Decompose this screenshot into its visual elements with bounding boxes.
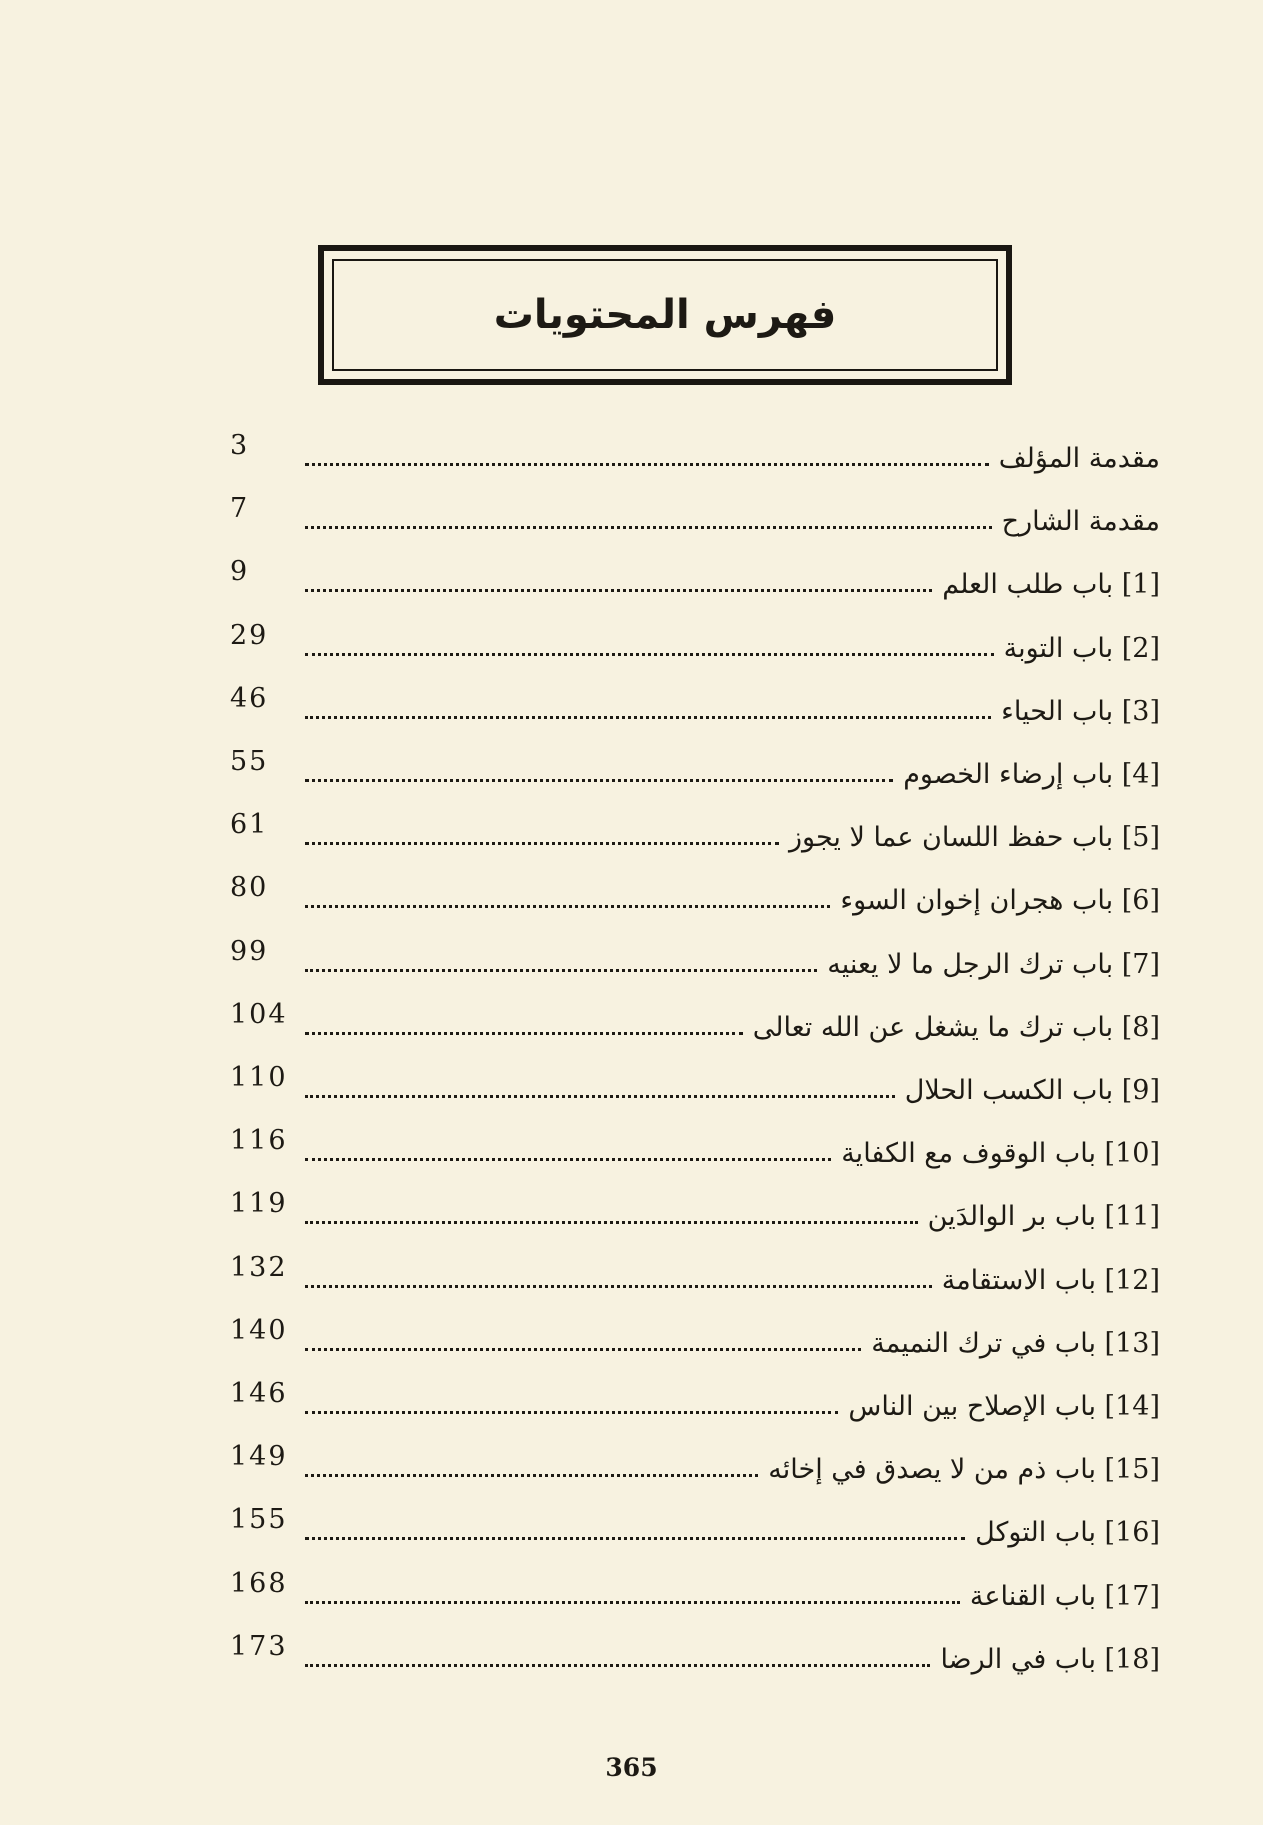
toc-entry-line [305,944,1160,984]
toc-entry [0,1441,1263,1489]
toc-entry-page: 173 [230,1631,288,1662]
toc-entry-title: [18] باب في الرضا [940,1643,1160,1675]
toc-dot-leader [305,1535,965,1540]
toc-dot-leader [305,1599,960,1604]
toc-entry-title: [17] باب القناعة [969,1580,1160,1612]
toc-entry-page: 61 [230,809,269,840]
toc-entry-page: 3 [230,430,250,461]
toc-entry-title: مقدمة الشارح [1001,505,1160,537]
toc-entry-title: [9] باب الكسب الحلال [904,1074,1160,1106]
toc-entry [0,1631,1263,1679]
toc-entry-page: 149 [230,1441,288,1472]
toc-entry-line [305,1070,1160,1110]
toc-entry-page: 104 [230,999,288,1030]
toc-entry-line [305,1639,1160,1679]
toc-entry [0,1252,1263,1300]
toc-entry [0,1188,1263,1236]
toc-dot-leader [305,714,991,719]
toc-entry-line [305,1323,1160,1363]
toc-dot-leader [305,587,932,592]
toc-dot-leader [305,651,994,656]
toc-entry [0,872,1263,920]
toc-entry-page: 110 [230,1062,288,1093]
toc-entry-title: [16] باب التوكل [975,1516,1160,1548]
toc-entry-page: 146 [230,1378,288,1409]
toc-entry [0,1315,1263,1363]
toc-entry-title: [8] باب ترك ما يشغل عن الله تعالى [752,1011,1160,1043]
toc-entry-page: 55 [230,746,269,777]
toc-entry-page: 155 [230,1504,288,1535]
page-title: فهرس المحتويات [493,292,837,338]
toc-entry-page: 80 [230,872,269,903]
toc-entry-line [305,691,1160,731]
toc-entry-title: [5] باب حفظ اللسان عما لا يجوز [789,821,1160,853]
toc-entry-title: [7] باب ترك الرجل ما لا يعنيه [827,948,1160,980]
toc-entry-line [305,817,1160,857]
toc-dot-leader [305,1093,895,1098]
toc-entry-line [305,1576,1160,1616]
toc-entry-title: [12] باب الاستقامة [941,1264,1160,1296]
toc-entry-page: 116 [230,1125,288,1156]
toc-entry-line [305,1449,1160,1489]
toc-entry-page: 9 [230,556,250,587]
toc-entry [0,746,1263,794]
toc-entry-line [305,1512,1160,1552]
toc-dot-leader [305,1156,831,1161]
toc-entry [0,1062,1263,1110]
page-number: 365 [605,1753,658,1782]
toc-dot-leader [305,967,817,972]
toc-entry-line [305,880,1160,920]
toc-entry-line [305,501,1160,541]
toc-entry-title: [11] باب بر الوالدَين [927,1200,1160,1232]
toc-entry-line [305,1196,1160,1236]
toc-dot-leader [305,1472,758,1477]
toc-entry [0,1378,1263,1426]
toc-dot-leader [305,840,779,845]
toc-entry-page: 132 [230,1252,288,1283]
toc-entry-title: [4] باب إرضاء الخصوم [903,758,1160,790]
toc-dot-leader [305,777,893,782]
toc-entry-line [305,1133,1160,1173]
toc-entry [0,1568,1263,1616]
toc-entry-title: [10] باب الوقوف مع الكفاية [841,1137,1160,1169]
toc-entry [0,999,1263,1047]
toc-entry [0,430,1263,478]
toc-entry [0,683,1263,731]
toc-entry-page: 119 [230,1188,288,1219]
toc-entry [0,493,1263,541]
toc-entry [0,620,1263,668]
toc-dot-leader [305,903,830,908]
toc-dot-leader [305,1346,861,1351]
toc-entry-line [305,1386,1160,1426]
toc-entry-line [305,628,1160,668]
toc-entry-page: 168 [230,1568,288,1599]
toc-dot-leader [305,1283,932,1288]
toc-entry-page: 99 [230,936,269,967]
toc-dot-leader [305,1409,838,1414]
toc-entry [0,1125,1263,1173]
toc-entry-title: [14] باب الإصلاح بين الناس [848,1390,1160,1422]
toc-entry-line [305,1260,1160,1300]
toc-dot-leader [305,1219,918,1224]
toc-entry [0,809,1263,857]
toc-dot-leader [305,461,989,466]
toc-entry-page: 46 [230,683,269,714]
toc-entry-title: [6] باب هجران إخوان السوء [840,884,1160,916]
toc-entry-line [305,1007,1160,1047]
toc-entry-title: [2] باب التوبة [1003,632,1160,664]
toc-entry-title: [1] باب طلب العلم [942,568,1160,600]
toc-dot-leader [305,524,992,529]
toc-entry-line [305,438,1160,478]
toc-dot-leader [305,1030,743,1035]
toc-entry-page: 29 [230,620,269,651]
toc-entry [0,1504,1263,1552]
toc-entry [0,936,1263,984]
toc-entry-title: [13] باب في ترك النميمة [871,1327,1160,1359]
toc-entry-title: مقدمة المؤلف [998,442,1160,474]
toc-entry-page: 7 [230,493,250,524]
toc-dot-leader [305,1662,930,1667]
toc-entry-page: 140 [230,1315,288,1346]
toc-entry-title: [15] باب ذم من لا يصدق في إخائه [768,1453,1160,1485]
toc-entry-line [305,564,1160,604]
toc-entry-title: [3] باب الحياء [1001,695,1160,727]
toc-entry-line [305,754,1160,794]
toc-entry [0,556,1263,604]
